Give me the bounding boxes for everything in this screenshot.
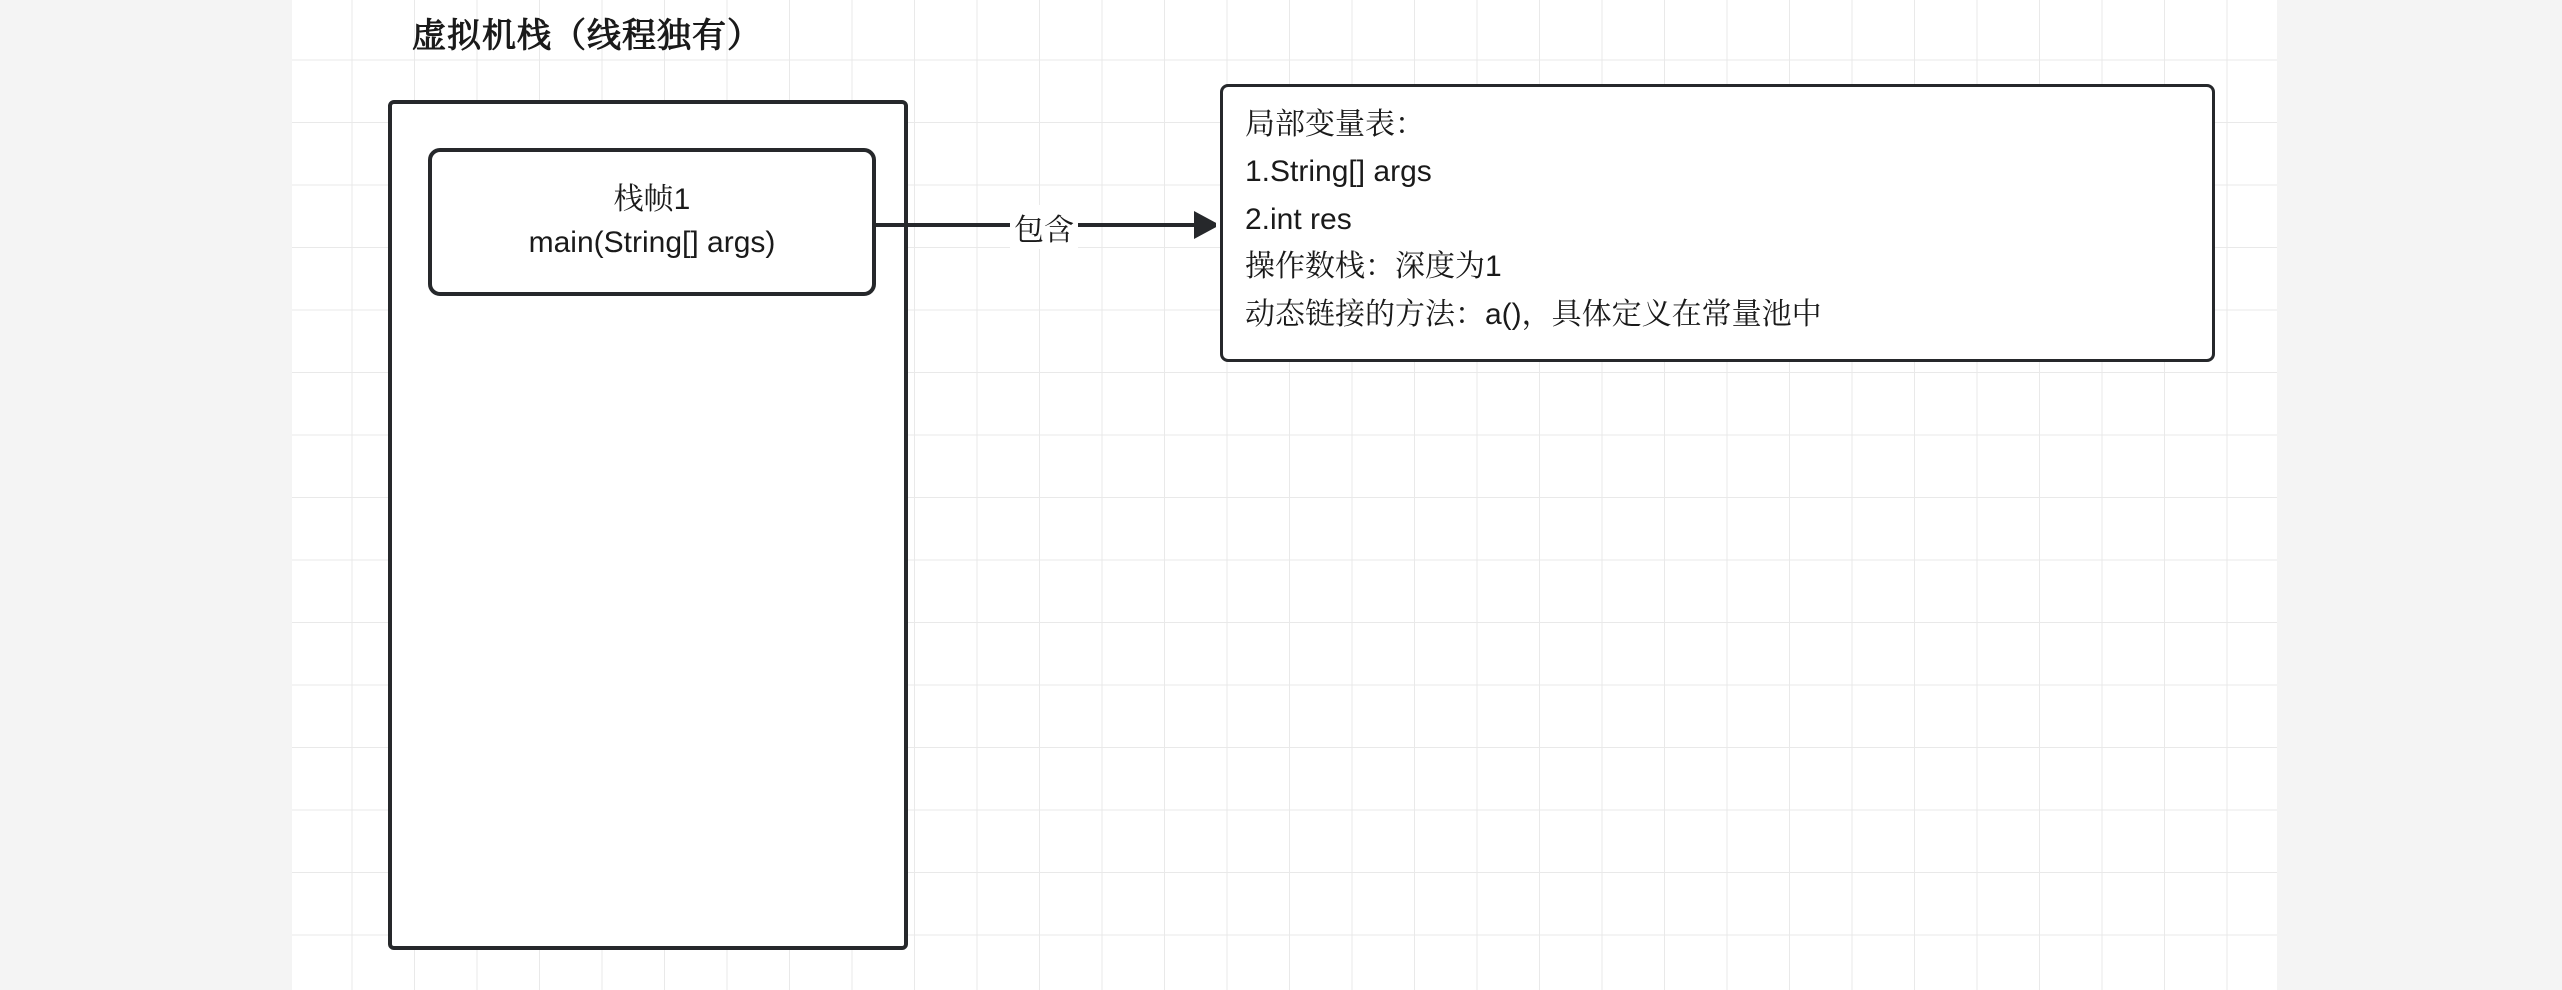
detail-line-4: 操作数栈：深度为1 — [1245, 250, 1502, 284]
stack-frame-box — [428, 148, 876, 296]
detail-line-3: 2.int res — [1245, 202, 1352, 236]
contains-arrow-label: 包含 — [1010, 205, 1078, 249]
frame-detail-box — [1220, 84, 2215, 362]
stack-frame-label-1: 栈帧1 — [613, 183, 691, 217]
detail-line-1: 局部变量表： — [1245, 108, 1425, 141]
diagram-title: 虚拟机栈（线程独有） — [412, 17, 762, 55]
detail-line-2: 1.String[] args — [1245, 155, 1432, 189]
stack-frame-label-2: main(String[] args) — [528, 226, 776, 259]
detail-line-5: 动态链接的方法：a()，具体定义在常量池中 — [1245, 297, 1822, 331]
left-margin — [0, 0, 292, 990]
right-margin — [2277, 0, 2562, 990]
